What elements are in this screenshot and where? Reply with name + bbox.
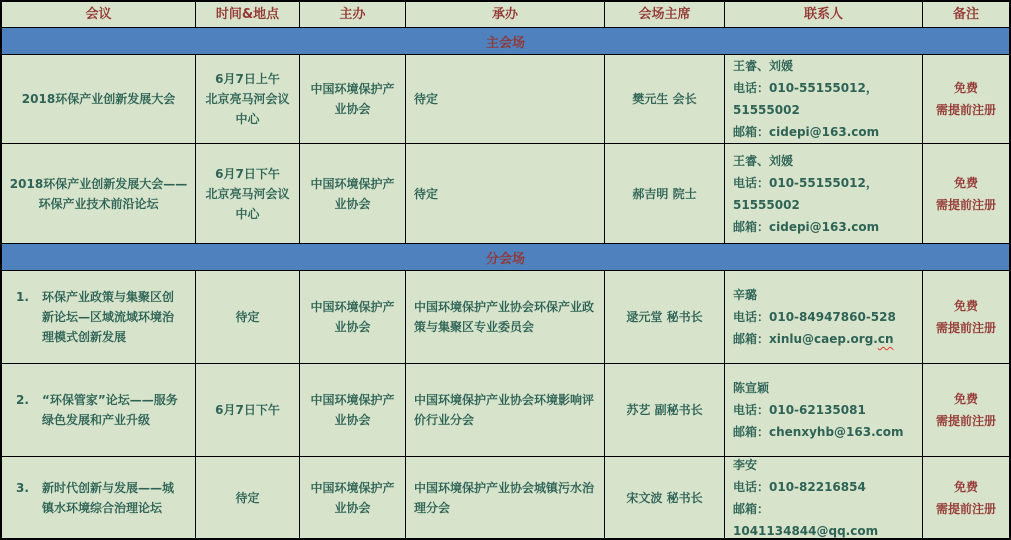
host-text: 中国环境保护产业协会 (310, 176, 395, 211)
cell-organizer (406, 144, 605, 244)
contact-name: 王睿、刘媛 (733, 153, 794, 168)
contact-phone: 电话：010-82216854 (733, 479, 866, 494)
table-header-row (2, 2, 1009, 28)
col-header-chairman: 会场主席 (605, 2, 725, 28)
table-row (2, 271, 1009, 364)
cell-note (923, 457, 1009, 538)
contact-phone: 电话：010-55155012， (733, 81, 878, 95)
cell-host (300, 55, 406, 144)
host-text: 中国环境保护产业协会 (310, 82, 395, 116)
contact-email: 邮箱：cidepi@163.com (733, 125, 880, 139)
table-row (2, 457, 1009, 538)
time-text: 6月7日上午 (215, 72, 280, 86)
contact-email: 邮箱：chenxyhb@163.com (733, 425, 904, 439)
contact-email: 邮箱：cidepi@163.com (733, 219, 880, 234)
note-register: 需提前注册 (935, 103, 996, 117)
cell-host (300, 364, 406, 457)
contact-phone-cont: 51555002 (733, 197, 800, 212)
host-text: 中国环境保护产业协会 (310, 300, 395, 334)
conference-number: 2. (16, 393, 29, 407)
contact-phone: 电话：010-84947860-528 (733, 310, 896, 324)
conference-number: 1. (16, 290, 29, 304)
organizer-text: 中国环境保护产业协会环保产业政策与集聚区专业委员会 (414, 300, 595, 334)
note-free: 免费 (953, 175, 978, 190)
cell-time-place (196, 364, 300, 457)
cell-chairman (605, 457, 725, 538)
cell-contact (725, 364, 923, 457)
section-band-sub-venue: 分会场 (2, 244, 1009, 271)
time-text: 6月7日下午 (215, 403, 280, 417)
cell-host (300, 271, 406, 364)
organizer-text: 中国环境保护产业协会环境影响评价行业分会 (414, 393, 595, 427)
host-text: 中国环境保护产业协会 (310, 480, 395, 515)
table-row (2, 55, 1009, 144)
note-free: 免费 (953, 299, 978, 313)
contact-name: 辛璐 (733, 288, 758, 302)
cell-chairman (605, 144, 725, 244)
contact-phone-cont: 51555002 (733, 103, 800, 117)
cell-note (923, 364, 1009, 457)
cell-organizer (406, 271, 605, 364)
contact-email (733, 328, 894, 350)
cell-time-place (196, 457, 300, 538)
cell-note (923, 144, 1009, 244)
col-header-contact: 联系人 (725, 2, 923, 28)
contact-email-text: 邮箱：xinlu@caep.org. (733, 332, 878, 346)
cell-conference (2, 364, 196, 457)
chairman-text: 苏艺 副秘书长 (626, 403, 703, 417)
col-header-conference: 会议 (2, 2, 196, 28)
contact-name: 王睿、刘媛 (733, 59, 794, 73)
chairman-text: 樊元生 会长 (632, 92, 697, 106)
cell-chairman (605, 271, 725, 364)
host-text: 中国环境保护产业协会 (310, 393, 395, 427)
conference-title: 新时代创新与发展——城镇水环境综合治理论坛 (42, 480, 175, 515)
conference-number: 3. (16, 480, 29, 495)
cell-host (300, 457, 406, 538)
contact-name: 李安 (733, 457, 758, 472)
conference-title: 2018环保产业创新发展大会 (21, 92, 176, 106)
place-text: 北京亮马河会议中心 (205, 186, 290, 221)
cell-time-place (196, 55, 300, 144)
organizer-text: 待定 (414, 92, 439, 106)
col-header-note: 备注 (923, 2, 1009, 28)
contact-phone: 电话：010-55155012， (733, 175, 878, 190)
cell-conference (2, 457, 196, 538)
note-register: 需提前注册 (935, 197, 996, 212)
note-free: 免费 (953, 81, 978, 95)
cell-contact (725, 457, 923, 538)
chairman-text: 郝吉明 院士 (632, 186, 697, 201)
cell-contact (725, 144, 923, 244)
note-free: 免费 (953, 392, 978, 406)
table-row (2, 144, 1009, 244)
time-text: 待定 (235, 310, 260, 324)
table-row (2, 364, 1009, 457)
cell-chairman (605, 364, 725, 457)
cell-host (300, 144, 406, 244)
cell-time-place (196, 144, 300, 244)
cell-chairman (605, 55, 725, 144)
contact-name: 陈宣颖 (733, 381, 770, 395)
place-text: 北京亮马河会议中心 (205, 92, 290, 126)
contact-phone: 电话：010-62135081 (733, 403, 866, 417)
col-header-organizer: 承办 (406, 2, 605, 28)
col-header-time-place: 时间&地点 (196, 2, 300, 28)
cell-conference (2, 144, 196, 244)
conference-item (2, 386, 195, 434)
note-free: 免费 (953, 479, 978, 494)
conference-item (2, 283, 195, 351)
organizer-text: 中国环境保护产业协会城镇污水治理分会 (414, 480, 595, 515)
cell-time-place (196, 271, 300, 364)
organizer-text: 待定 (414, 186, 439, 201)
cell-note (923, 55, 1009, 144)
cell-note (923, 271, 1009, 364)
time-text: 待定 (235, 490, 260, 505)
col-header-host: 主办 (300, 2, 406, 28)
cell-contact (725, 55, 923, 144)
conference-title: 环保产业政策与集聚区创新论坛—区域流域环境治理模式创新发展 (42, 290, 175, 344)
section-band-main-venue: 主会场 (2, 28, 1009, 55)
cell-organizer (406, 457, 605, 538)
conference-title: “环保管家”论坛——服务绿色发展和产业升级 (42, 393, 178, 427)
note-register: 需提前注册 (935, 321, 996, 335)
cell-organizer (406, 55, 605, 144)
cell-conference (2, 271, 196, 364)
cell-conference (2, 55, 196, 144)
time-text: 6月7日下午 (215, 166, 280, 181)
cell-contact (725, 271, 923, 364)
conference-item (2, 474, 195, 522)
contact-email: 邮箱：1041134844@qq.com (733, 501, 879, 538)
chairman-text: 宋文波 秘书长 (626, 490, 703, 505)
conference-title: 2018环保产业创新发展大会——环保产业技术前沿论坛 (9, 176, 188, 211)
note-register: 需提前注册 (935, 501, 996, 516)
cell-organizer (406, 364, 605, 457)
chairman-text: 逯元堂 秘书长 (626, 310, 703, 324)
note-register: 需提前注册 (935, 414, 996, 428)
contact-email-spellcheck: cn (877, 332, 894, 346)
